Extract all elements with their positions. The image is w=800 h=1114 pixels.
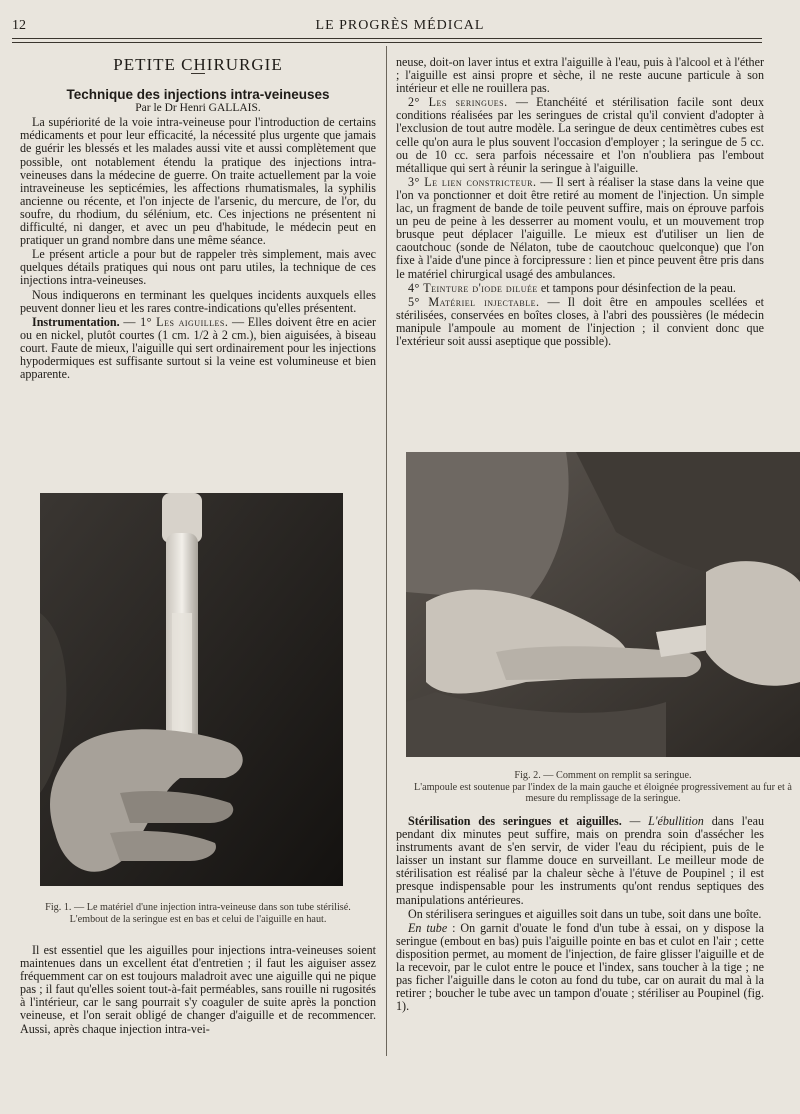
column-divider [386,46,387,1056]
section-heading: PETITE CHIRURGIE [113,55,283,74]
left-column [20,55,376,382]
sterilization-heading: Stérilisation des seringues et aiguilles. [408,814,622,828]
needles-text: — Elles doivent être en acier ou en nickel, plutôt courtes (1 cm. 1/2 à 2 cm.), bien aiguisées, à biseau court. Faute de mieux, l'aiguille qui sert ordinairement pour les injections hypodermiques est suffisante surtout si la veine est volumineuse et bien apparente. [20,314,376,382]
tube-method-heading: En tube [408,920,448,935]
page-number: 12 [12,18,26,33]
right-bottom-column [396,815,764,1014]
journal-title: LE PROGRÈS MÉDICAL [315,18,485,33]
syringes-heading: 2° Les seringues. [408,95,508,110]
instrumentation-paragraph [20,316,376,381]
syringes-paragraph [396,96,764,175]
left-bottom-column [20,944,376,1037]
instrumentation-heading: Instrumentation. [32,314,120,329]
purpose-paragraph: Le présent article a pour but de rappeler très simplement, mais avec quelques détails pratiques qui nous ont paru utiles, la technique de ces injections intra-veineuses. [20,247,376,288]
needles-heading: — 1° Les aiguilles. [123,314,229,329]
right-column [396,56,764,349]
intro-paragraph: La supériorité de la voie intra-veineuse pour l'introduction de certains médicaments et pour leur efficacité, la nécessité plus urgente que jamais de guérir les blessés et les malades aussi vite et aussi complètement que possible, ont notablement étendu la pratique des injections intra-veineuses dans la médecine de guerre. On traite actuellement par la voie intraveineuse les septicémies, les affections rhumatismales, la syphilis ancienne ou récente, et l'on injecte de l'arsenic, du mercure, de l'or, du soufre, du rhodium, du sélénium, etc. Ces injections ne présentent ni difficulté, ni danger, et avec un peu d'habitude, le médecin peut en pratiquer un grand nombre dans une même séance. [20,115,376,248]
header-rule [12,38,762,39]
iodine-paragraph [396,282,764,295]
figure-2-photo [406,452,800,757]
figure-1-photo [40,493,343,886]
sterilization-text: dans l'eau pendant dix minutes peut suffire, mais on prendra soin d'assécher les instruments avant de s'en servir, de vider l'eau du récipient, puis de le laisser un instant sur flamme douce en surveillant. Le meilleur mode de stérilisation est réalisé par la chaleur sèche à l'étuve de Poupinel ; il est presque indispensable pour les instruments qu'ont rendus septiques des manipulations antérieures. [396,814,765,907]
sterilization-paragraph [396,815,764,907]
figure-2-caption [406,770,800,805]
figure-1-caption-line-2: L'embout de la seringue est en bas et celui de l'aiguille en haut. [69,913,327,925]
injectable-paragraph [396,296,764,348]
needle-cleaning-paragraph: neuse, doit-on laver intus et extra l'aiguille à l'eau, puis à l'alcool et à l'éther ; l'aiguille est ainsi propre et sèche, il ne reste aucune particule à son intérieur et elle ne rouillera pas. [396,55,764,96]
sterilization-methods-paragraph: On stérilisera seringues et aiguilles soit dans un tube, soit dans une boîte. [408,906,762,921]
tube-method-paragraph [396,922,764,1014]
sterilization-lead: — L'ébullition [629,814,704,828]
figure-1-caption-line-1: Fig. 1. — Le matériel d'une injection intra-veineuse dans son tube stérilisé. [45,902,351,913]
tourniquet-text: — Il sert à réaliser la stase dans la veine que l'on va ponctionner et doit être retiré au moment de l'injection. Un simple lac, un fragment de bande de toile peuvent suffire, mais on éprouve parfois un peu de peine à les desserrer au moment voulu, et un mouvement trop brusque peut déplacer l'aiguille. Le mieux est d'utiliser un lien de caoutchouc (sonde de Nélaton, tube de caoutchouc quelconque) que l'on fixe à l'aide d'une pince à forcipressure : lien et pince peuvent être pris dans le matériel chirurgical usagé des ambulances. [396,174,764,281]
article-title: Technique des injections intra-veineuses [66,87,330,103]
figure-1-caption [20,902,376,925]
tourniquet-paragraph [396,176,764,281]
figure-2-caption-line-1: Fig. 2. — Comment on remplit sa seringue. [514,770,692,781]
header-rule-thin [12,42,762,43]
iodine-text: et tampons pour désinfection de la peau. [540,280,736,295]
tube-method-text: : On garnit d'ouate le fond d'un tube à essai, on y dispose la seringue (embout en bas) puis l'aiguille pointe en bas et culot en l'air ; cette disposition permet, au moment de l'injection, de faire glisser l'aiguille et de la recevoir, par le culot entre le pouce et l'index, sans toucher à la tige ; ne pas ficher l'aiguille dans le coton au fond du tube, car on aurait du mal à la retirer ; boucher le tube avec un tampon d'ouate ; stériliser au Poupinel (fig. 1). [396,920,765,1014]
figure-2-caption-line-2: L'ampoule est soutenue par l'index de la main gauche et éloignée progressivement au fur et à mesure du remplissage de la seringue. [414,781,792,805]
needle-maintenance-paragraph: Il est essentiel que les aiguilles pour injections intra-veineuses soient maintenues dans un excellent état d'entretien ; il faut les aiguiser assez fréquemment car on est toujours maladroit avec une aiguille qui ne pique pas ; il faut qu'elles soient tout-à-fait perméables, sans rouille ni rugosités à l'intérieur, car le sang pourrait s'y coaguler de suite après la ponction veineuse, et l'on serait obligé de changer d'aiguille et de recommencer. Aussi, après chaque injection intra-vei- [20,943,376,1036]
injectable-heading: 5° Matériel injectable. [408,294,540,309]
byline: Par le Dr Henri GALLAIS. [135,102,261,115]
iodine-heading: 4° Teinture d'iode diluée [408,280,538,295]
syringes-text: — Etanchéité et stérilisation facile sont deux conditions réalisées par les seringues de cristal qu'il convient d'adopter à l'exclusion de tout autre modèle. La seringue de deux centimètres cubes est celle qu'on aura le plus souvent l'occasion d'employer ; la seringue de 5 cc. ou de 10 cc. sera parfois nécessaire et l'on n'oubliera pas l'embout métallique qui sert à réunir la seringue à l'aiguille. [396,95,764,175]
tourniquet-heading: 3° Le lien constricteur. [408,174,537,189]
injectable-text: — Il doit être en ampoules scellées et stérilisées, conservées en boîtes closes, à l'abri des poussières (le médecin manipule l'ampoule au moment de l'injection ; il convient donc que l'extérieur soit aussi aseptique que possible). [396,294,764,348]
incidents-paragraph: Nous indiquerons en terminant les quelques incidents auxquels elles peuvent donner lieu et les rares contre-indications qu'elles présentent. [20,287,376,315]
